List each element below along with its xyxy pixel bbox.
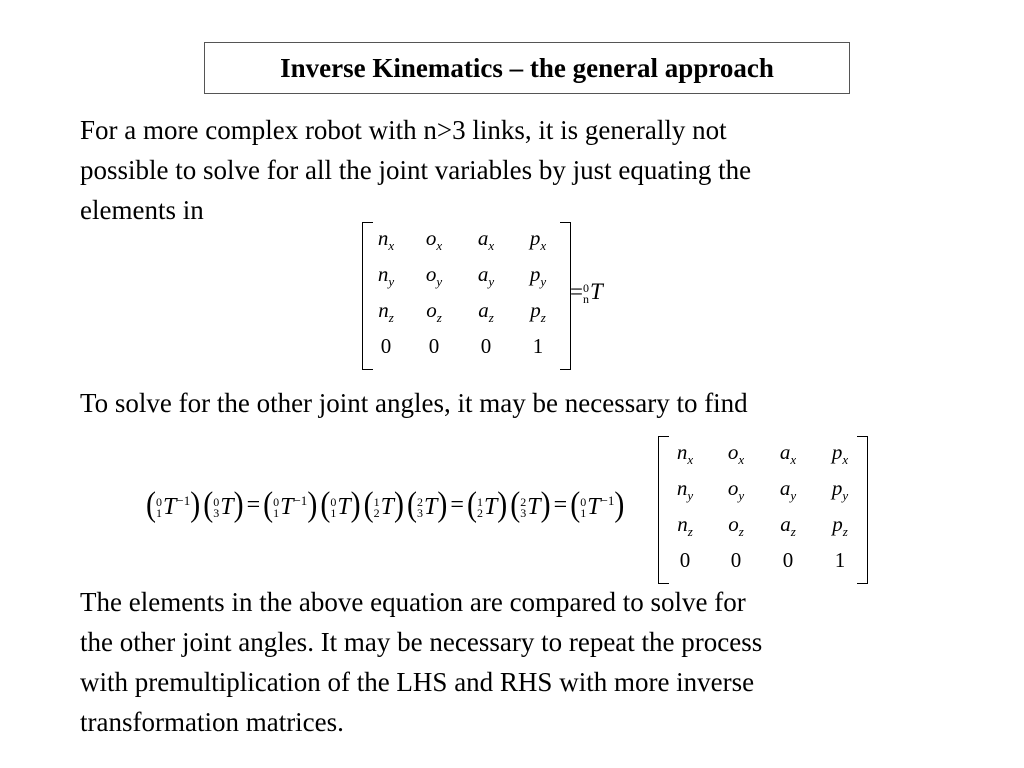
- transform-symbol: T: [527, 494, 541, 520]
- slide-title: Inverse Kinematics – the general approach: [204, 42, 850, 94]
- matrix-cell: 0: [782, 548, 794, 572]
- close-paren: ): [190, 485, 201, 524]
- matrix-cell: 0: [480, 334, 492, 358]
- transform-symbol: T: [280, 494, 294, 520]
- transform-term: [320, 485, 361, 524]
- matrix-cell: $n_z$: [378, 298, 394, 325]
- right-bracket: [857, 436, 868, 584]
- equals-sign: =: [570, 279, 583, 304]
- open-paren: (: [146, 485, 156, 524]
- matrix-cell: 0: [730, 548, 742, 572]
- matrix-cell: $a_y$: [779, 476, 797, 503]
- text-line: The elements in the above equation are compared to solve for: [80, 587, 746, 617]
- transform-term: [203, 485, 244, 524]
- transform-indices: 0 1: [273, 495, 280, 521]
- text-line: For a more complex robot with n>3 links, it is generally not: [80, 115, 727, 145]
- transform-symbol: T: [483, 494, 498, 520]
- text-line: transformation matrices.: [80, 707, 344, 737]
- open-paren: (: [203, 485, 214, 524]
- matrix-cell: $a_x$: [477, 226, 495, 253]
- matrix-cell: 1: [834, 548, 846, 572]
- matrix-cell: 1: [532, 334, 544, 358]
- paragraph-conclusion: [80, 582, 960, 742]
- transform-term: [363, 485, 405, 524]
- premultiplication-equation: [146, 485, 625, 524]
- open-paren: (: [407, 485, 418, 524]
- text-line: possible to solve for all the joint variables by just equating the: [80, 155, 752, 185]
- transform-symbol: T: [424, 494, 438, 520]
- transform-term: [146, 485, 201, 524]
- transform-symbol: T: [589, 279, 603, 304]
- close-paren: ): [614, 485, 625, 524]
- matrix-cell: $n_x$: [676, 440, 694, 467]
- transform-term: [466, 485, 508, 524]
- matrix-cell: $o_y$: [727, 476, 745, 503]
- matrix-cells: [658, 440, 870, 584]
- close-paren: ): [497, 485, 508, 524]
- text-line: To solve for the other joint angles, it may be necessary to find: [80, 388, 748, 418]
- open-paren: (: [320, 485, 331, 524]
- transform-indices: 2 3: [417, 495, 424, 521]
- matrix-cell: $p_z$: [530, 298, 546, 325]
- close-paren: ): [437, 485, 448, 524]
- close-paren: ): [350, 485, 361, 524]
- close-paren: ): [394, 485, 405, 524]
- transform-indices: 0 1: [330, 495, 337, 521]
- text-line: with premultiplication of the LHS and RHS with more inverse: [80, 667, 755, 697]
- inverse-exponent: −1: [293, 493, 308, 508]
- transform-symbol: T: [220, 494, 234, 520]
- matrix-cell: $o_y$: [425, 262, 443, 289]
- equals-sign: =: [246, 491, 261, 518]
- matrix-cell: $p_x$: [831, 440, 849, 467]
- matrix-cell: 0: [380, 334, 392, 358]
- open-paren: (: [570, 485, 581, 524]
- paragraph-intro: [80, 110, 960, 230]
- transform-matrix-rhs: [658, 436, 868, 582]
- transform-indices: 0 1: [156, 495, 162, 521]
- matrix-cell: $p_z$: [832, 512, 848, 539]
- matrix-cell: $o_x$: [425, 226, 443, 253]
- transform-symbol: T: [337, 494, 351, 520]
- transform-matrix: [362, 222, 571, 368]
- transform-term: [570, 485, 625, 524]
- matrix-cell: $a_x$: [779, 440, 797, 467]
- inverse-exponent: −1: [176, 493, 191, 508]
- transform-symbol: T: [380, 494, 395, 520]
- matrix-cell: $a_y$: [477, 262, 495, 289]
- transform-indices: 0 3: [213, 495, 220, 521]
- equals-sign: =: [553, 491, 568, 518]
- transform-indices: 1 2: [373, 495, 380, 521]
- matrix-cell: $n_y$: [676, 476, 694, 503]
- close-paren: ): [540, 485, 551, 524]
- transform-indices: 1 2: [476, 495, 483, 521]
- matrix-cell: $n_z$: [677, 512, 693, 539]
- close-paren: ): [233, 485, 244, 524]
- open-paren: (: [263, 485, 274, 524]
- matrix-cell: $o_x$: [727, 440, 745, 467]
- matrix-cell: $o_z$: [728, 512, 744, 539]
- transform-symbol: T: [163, 494, 177, 520]
- open-paren: (: [510, 485, 521, 524]
- equals-sign: =: [450, 491, 464, 518]
- matrix-cell: $a_z$: [780, 512, 796, 539]
- close-paren: ): [307, 485, 318, 524]
- matrix-cell: 0: [428, 334, 440, 358]
- matrix-cell: $p_y$: [831, 476, 849, 503]
- transform-indices: 2 3: [520, 495, 527, 521]
- matrix-cell: 0: [679, 548, 691, 572]
- matrix-cell: $n_y$: [377, 262, 395, 289]
- matrix-cell: $p_x$: [529, 226, 547, 253]
- transform-term: [510, 485, 551, 524]
- transform-sub: n: [582, 291, 589, 306]
- transform-indices: [582, 280, 589, 306]
- matrix-cells: [362, 226, 573, 370]
- text-line: elements in: [80, 195, 204, 225]
- transform-term: [407, 485, 448, 524]
- paragraph-solve: [80, 383, 960, 423]
- transform-term: [263, 485, 318, 524]
- open-paren: (: [466, 485, 477, 524]
- matrix-cell: $o_z$: [426, 298, 442, 325]
- transform-symbol: T: [587, 494, 601, 520]
- matrix-cell: $p_y$: [529, 262, 547, 289]
- text-line: the other joint angles. It may be necessary to repeat the process: [80, 627, 763, 657]
- matrix-cell: $n_x$: [377, 226, 395, 253]
- matrix-equals-transform: [570, 279, 603, 305]
- open-paren: (: [363, 485, 374, 524]
- transform-sup: 0: [582, 280, 589, 295]
- inverse-exponent: −1: [600, 493, 615, 508]
- transform-indices: 0 1: [580, 495, 587, 521]
- matrix-cell: $a_z$: [478, 298, 494, 325]
